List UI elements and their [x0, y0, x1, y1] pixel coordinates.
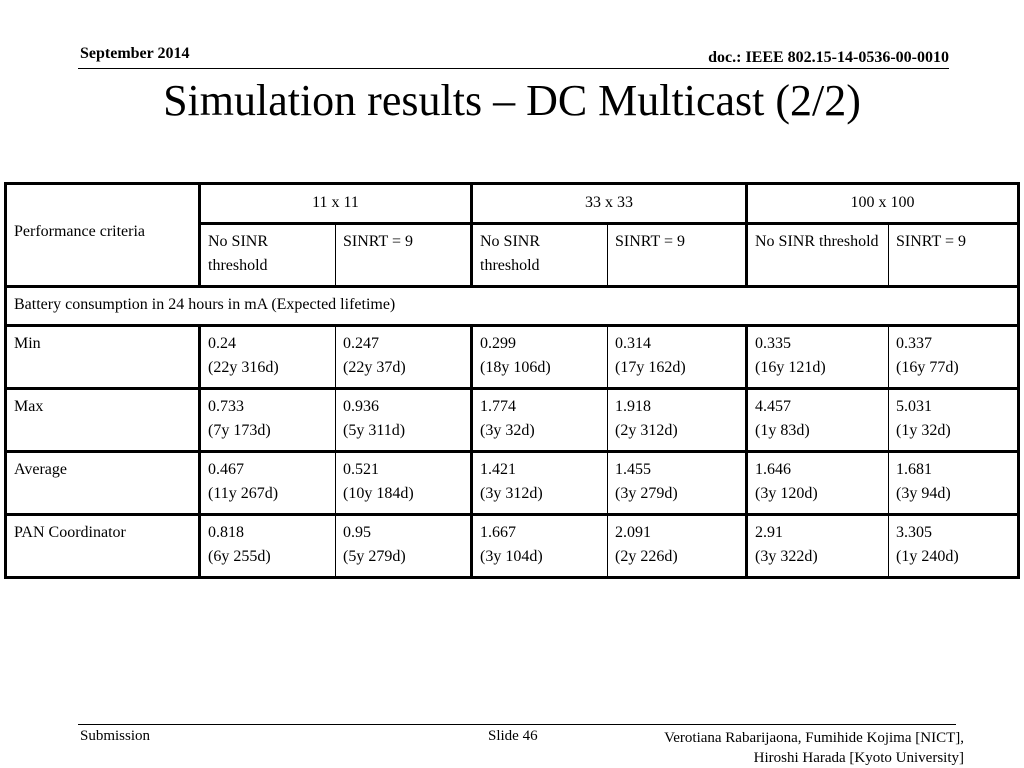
- lifetime-value: (16y 121d): [755, 359, 826, 376]
- value-cell: [336, 515, 472, 578]
- current-value: 0.299: [480, 335, 516, 352]
- current-value: 2.091: [615, 524, 651, 541]
- lifetime-value: (16y 77d): [896, 359, 959, 376]
- value-cell: [747, 326, 889, 389]
- current-value: 3.305: [896, 524, 932, 541]
- value-cell: [608, 515, 747, 578]
- current-value: 1.421: [480, 461, 516, 478]
- row-label: Average: [6, 452, 200, 515]
- lifetime-value: (11y 267d): [208, 485, 279, 502]
- footer-authors-line1: Verotiana Rabarijaona, Fumihide Kojima [NICT],: [664, 730, 964, 746]
- current-value: 1.681: [896, 461, 932, 478]
- lifetime-value: (1y 32d): [896, 422, 951, 439]
- lifetime-value: (1y 83d): [755, 422, 810, 439]
- value-cell: [472, 452, 608, 515]
- current-value: 1.918: [615, 398, 651, 415]
- table-row: [6, 515, 1019, 578]
- value-cell: [336, 326, 472, 389]
- lifetime-value: (22y 316d): [208, 359, 279, 376]
- subheader-cell: SINRT = 9: [336, 224, 472, 287]
- footer-authors-line2: Hiroshi Harada [Kyoto University]: [753, 750, 964, 766]
- subheader-cell: SINRT = 9: [889, 224, 1019, 287]
- section-row: [6, 287, 1019, 326]
- value-cell: [200, 389, 336, 452]
- value-cell: [336, 452, 472, 515]
- subheader-cell: No SINR threshold: [200, 224, 336, 287]
- current-value: 0.247: [343, 335, 379, 352]
- value-cell: [472, 389, 608, 452]
- lifetime-value: (2y 312d): [615, 422, 678, 439]
- value-cell: [747, 389, 889, 452]
- group-header-row: [6, 184, 1019, 224]
- group-header: 33 x 33: [472, 184, 747, 224]
- value-cell: [747, 452, 889, 515]
- current-value: 0.335: [755, 335, 791, 352]
- footer-divider: [78, 724, 956, 725]
- table-row: [6, 452, 1019, 515]
- current-value: 1.646: [755, 461, 791, 478]
- current-value: 0.337: [896, 335, 932, 352]
- value-cell: [472, 326, 608, 389]
- lifetime-value: (3y 312d): [480, 485, 543, 502]
- current-value: 0.521: [343, 461, 379, 478]
- row-label: Min: [6, 326, 200, 389]
- value-cell: [889, 452, 1019, 515]
- current-value: 1.774: [480, 398, 516, 415]
- lifetime-value: (5y 311d): [343, 422, 406, 439]
- current-value: 0.818: [208, 524, 244, 541]
- footer-slide-number: Slide 46: [488, 728, 538, 744]
- current-value: 1.455: [615, 461, 651, 478]
- group-header: 100 x 100: [747, 184, 1019, 224]
- value-cell: [608, 389, 747, 452]
- lifetime-value: (3y 94d): [896, 485, 951, 502]
- section-label: Battery consumption in 24 hours in mA (Expected lifetime): [6, 287, 1019, 326]
- current-value: 0.467: [208, 461, 244, 478]
- value-cell: [889, 326, 1019, 389]
- value-cell: [608, 326, 747, 389]
- table-row: [6, 326, 1019, 389]
- value-cell: [336, 389, 472, 452]
- lifetime-value: (1y 240d): [896, 548, 959, 565]
- lifetime-value: (10y 184d): [343, 485, 414, 502]
- lifetime-value: (2y 226d): [615, 548, 678, 565]
- value-cell: [608, 452, 747, 515]
- lifetime-value: (6y 255d): [208, 548, 271, 565]
- table-row: [6, 389, 1019, 452]
- slide-title: Simulation results – DC Multicast (2/2): [163, 76, 861, 125]
- value-cell: [889, 515, 1019, 578]
- current-value: 4.457: [755, 398, 791, 415]
- current-value: 0.24: [208, 335, 236, 352]
- current-value: 0.733: [208, 398, 244, 415]
- group-header: 11 x 11: [200, 184, 472, 224]
- lifetime-value: (17y 162d): [615, 359, 686, 376]
- value-cell: [200, 515, 336, 578]
- lifetime-value: (3y 120d): [755, 485, 818, 502]
- current-value: 2.91: [755, 524, 783, 541]
- current-value: 0.314: [615, 335, 651, 352]
- value-cell: [747, 515, 889, 578]
- header-divider: [78, 68, 949, 69]
- lifetime-value: (3y 32d): [480, 422, 535, 439]
- value-cell: [472, 515, 608, 578]
- footer-authors: [664, 728, 964, 768]
- value-cell: [200, 326, 336, 389]
- header-doc-id: doc.: IEEE 802.15-14-0536-00-0010: [708, 49, 949, 66]
- corner-cell: Performance criteria: [6, 184, 200, 287]
- header-date: September 2014: [80, 45, 190, 62]
- footer-submission: Submission: [80, 728, 151, 744]
- row-label: PAN Coordinator: [6, 515, 200, 578]
- current-value: 1.667: [480, 524, 516, 541]
- subheader-cell: No SINR threshold: [472, 224, 608, 287]
- results-table: [4, 182, 1020, 579]
- current-value: 0.95: [343, 524, 371, 541]
- row-label: Max: [6, 389, 200, 452]
- lifetime-value: (22y 37d): [343, 359, 406, 376]
- current-value: 0.936: [343, 398, 379, 415]
- lifetime-value: (3y 104d): [480, 548, 543, 565]
- lifetime-value: (18y 106d): [480, 359, 551, 376]
- lifetime-value: (7y 173d): [208, 422, 271, 439]
- subheader-cell: No SINR threshold: [747, 224, 889, 287]
- value-cell: [889, 389, 1019, 452]
- lifetime-value: (3y 279d): [615, 485, 678, 502]
- lifetime-value: (3y 322d): [755, 548, 818, 565]
- subheader-cell: SINRT = 9: [608, 224, 747, 287]
- lifetime-value: (5y 279d): [343, 548, 406, 565]
- value-cell: [200, 452, 336, 515]
- current-value: 5.031: [896, 398, 932, 415]
